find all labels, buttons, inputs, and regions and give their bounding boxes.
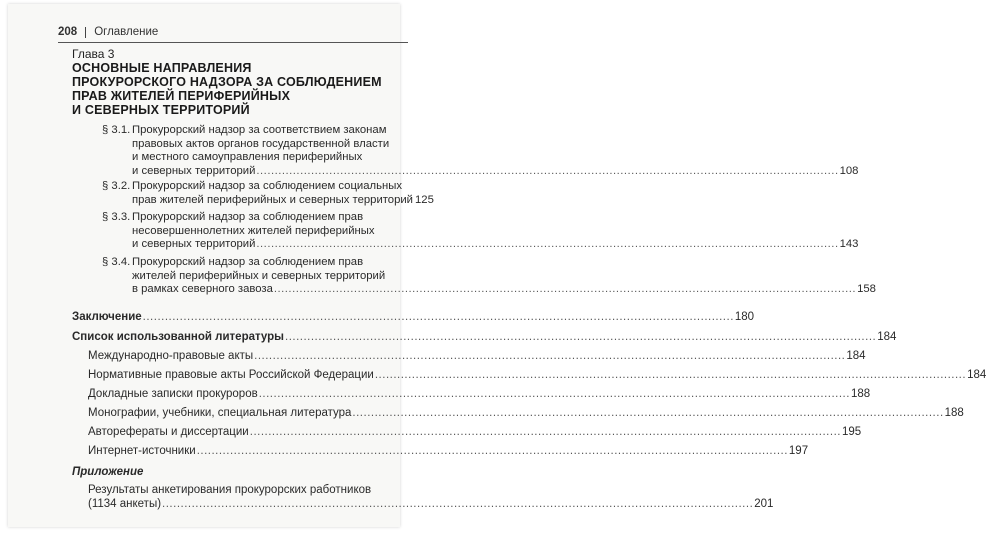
section-title-line: Прокурорский надзор за соблюдением прав — [132, 256, 364, 268]
page-ref: 197 — [788, 445, 809, 457]
dot-leader — [254, 349, 845, 363]
toc-references-item[interactable] — [88, 425, 862, 439]
page-ref: 180 — [734, 311, 755, 323]
dot-leader — [274, 283, 856, 297]
page-ref: 125 — [415, 193, 434, 206]
section-title-line: Прокурорский надзор за соблюдением социальных — [132, 180, 402, 192]
section-mark: § 3.1. — [102, 124, 131, 136]
appendix-item-line: Результаты анкетирования прокурорских работников — [88, 484, 372, 496]
references-label: Список использованной литературы — [72, 331, 284, 343]
dot-leader — [259, 387, 850, 401]
section-mark: § 3.2. — [102, 180, 131, 192]
appendix-label[interactable]: Приложение — [72, 466, 144, 478]
dot-leader — [143, 310, 734, 324]
conclusion-label: Заключение — [72, 311, 142, 323]
dot-leader — [256, 165, 838, 179]
page-ref: 184 — [846, 350, 866, 362]
page-ref: 195 — [841, 426, 862, 438]
chapter-title-line: ОСНОВНЫЕ НАПРАВЛЕНИЯ — [72, 61, 252, 75]
toc-references-item[interactable] — [88, 406, 964, 420]
header-rule — [58, 42, 408, 43]
running-title: Оглавление — [94, 26, 159, 38]
chapter-title-line: И СЕВЕРНЫХ ТЕРРИТОРИЙ — [72, 103, 250, 117]
running-head — [58, 26, 158, 38]
section-title-line: Прокурорский надзор за соблюдением прав — [132, 211, 364, 223]
page-ref: 188 — [850, 388, 871, 400]
section-title-line: правовых актов органов государственной власти — [132, 137, 390, 150]
section-mark: § 3.4. — [102, 256, 131, 268]
section-title-line: и северных территорий — [132, 164, 256, 177]
toc-references-item[interactable] — [88, 349, 866, 363]
page-ref: 184 — [967, 369, 986, 381]
chapter-title — [72, 61, 392, 117]
section-title-line: прав жителей периферийных и северных территорий — [132, 193, 413, 206]
section-title-line: несовершеннолетних жителей периферийных — [132, 224, 375, 237]
section-title-line: Прокурорский надзор за соответствием законам — [132, 124, 387, 136]
page-ref: 201 — [754, 498, 774, 510]
references-item-label: Нормативные правовые акты Российской Федерации — [88, 369, 374, 381]
references-item-label: Авторефераты и диссертации — [88, 426, 249, 438]
page-ref: 184 — [877, 331, 897, 343]
appendix-item-line: (1134 анкеты) — [88, 498, 162, 510]
dot-leader — [197, 444, 788, 458]
toc-references[interactable] — [72, 330, 897, 344]
page-number: 208 — [58, 26, 78, 38]
references-item-label: Докладные записки прокуроров — [88, 388, 258, 400]
references-item-label: Международно-правовые акты — [88, 350, 254, 362]
toc-appendix-item[interactable] — [88, 483, 774, 511]
section-mark: § 3.3. — [102, 211, 131, 223]
book-page — [8, 4, 986, 527]
page-ref: 108 — [839, 164, 859, 177]
page-ref: 158 — [857, 283, 876, 296]
dot-leader — [250, 425, 841, 439]
toc-references-item[interactable] — [88, 444, 809, 458]
section-title-line: и северных территорий — [132, 238, 256, 251]
toc-references-item[interactable] — [88, 387, 871, 401]
references-item-label: Монографии, учебники, специальная литература — [88, 407, 352, 419]
chapter-title-line: ПРАВ ЖИТЕЛЕЙ ПЕРИФЕРИЙНЫХ — [72, 89, 291, 103]
section-title-line: в рамках северного завоза — [132, 283, 273, 296]
page-ref: 188 — [944, 407, 964, 419]
section-title-line: жителей периферийных и северных территорий — [132, 269, 386, 282]
dot-leader — [375, 368, 966, 382]
toc-conclusion[interactable] — [72, 310, 755, 324]
references-item-label: Интернет-источники — [88, 445, 196, 457]
dot-leader — [256, 238, 838, 252]
section-title-line: и местного самоуправления периферийных — [132, 151, 363, 164]
toc-references-item[interactable] — [88, 368, 986, 382]
header-separator — [85, 27, 86, 38]
chapter-label: Глава 3 — [72, 47, 115, 61]
dot-leader — [352, 406, 943, 420]
dot-leader — [285, 330, 876, 344]
chapter-title-line: ПРОКУРОРСКОГО НАДЗОРА ЗА СОБЛЮДЕНИЕМ — [72, 75, 382, 89]
dot-leader — [162, 497, 753, 511]
page-ref: 143 — [839, 238, 859, 251]
